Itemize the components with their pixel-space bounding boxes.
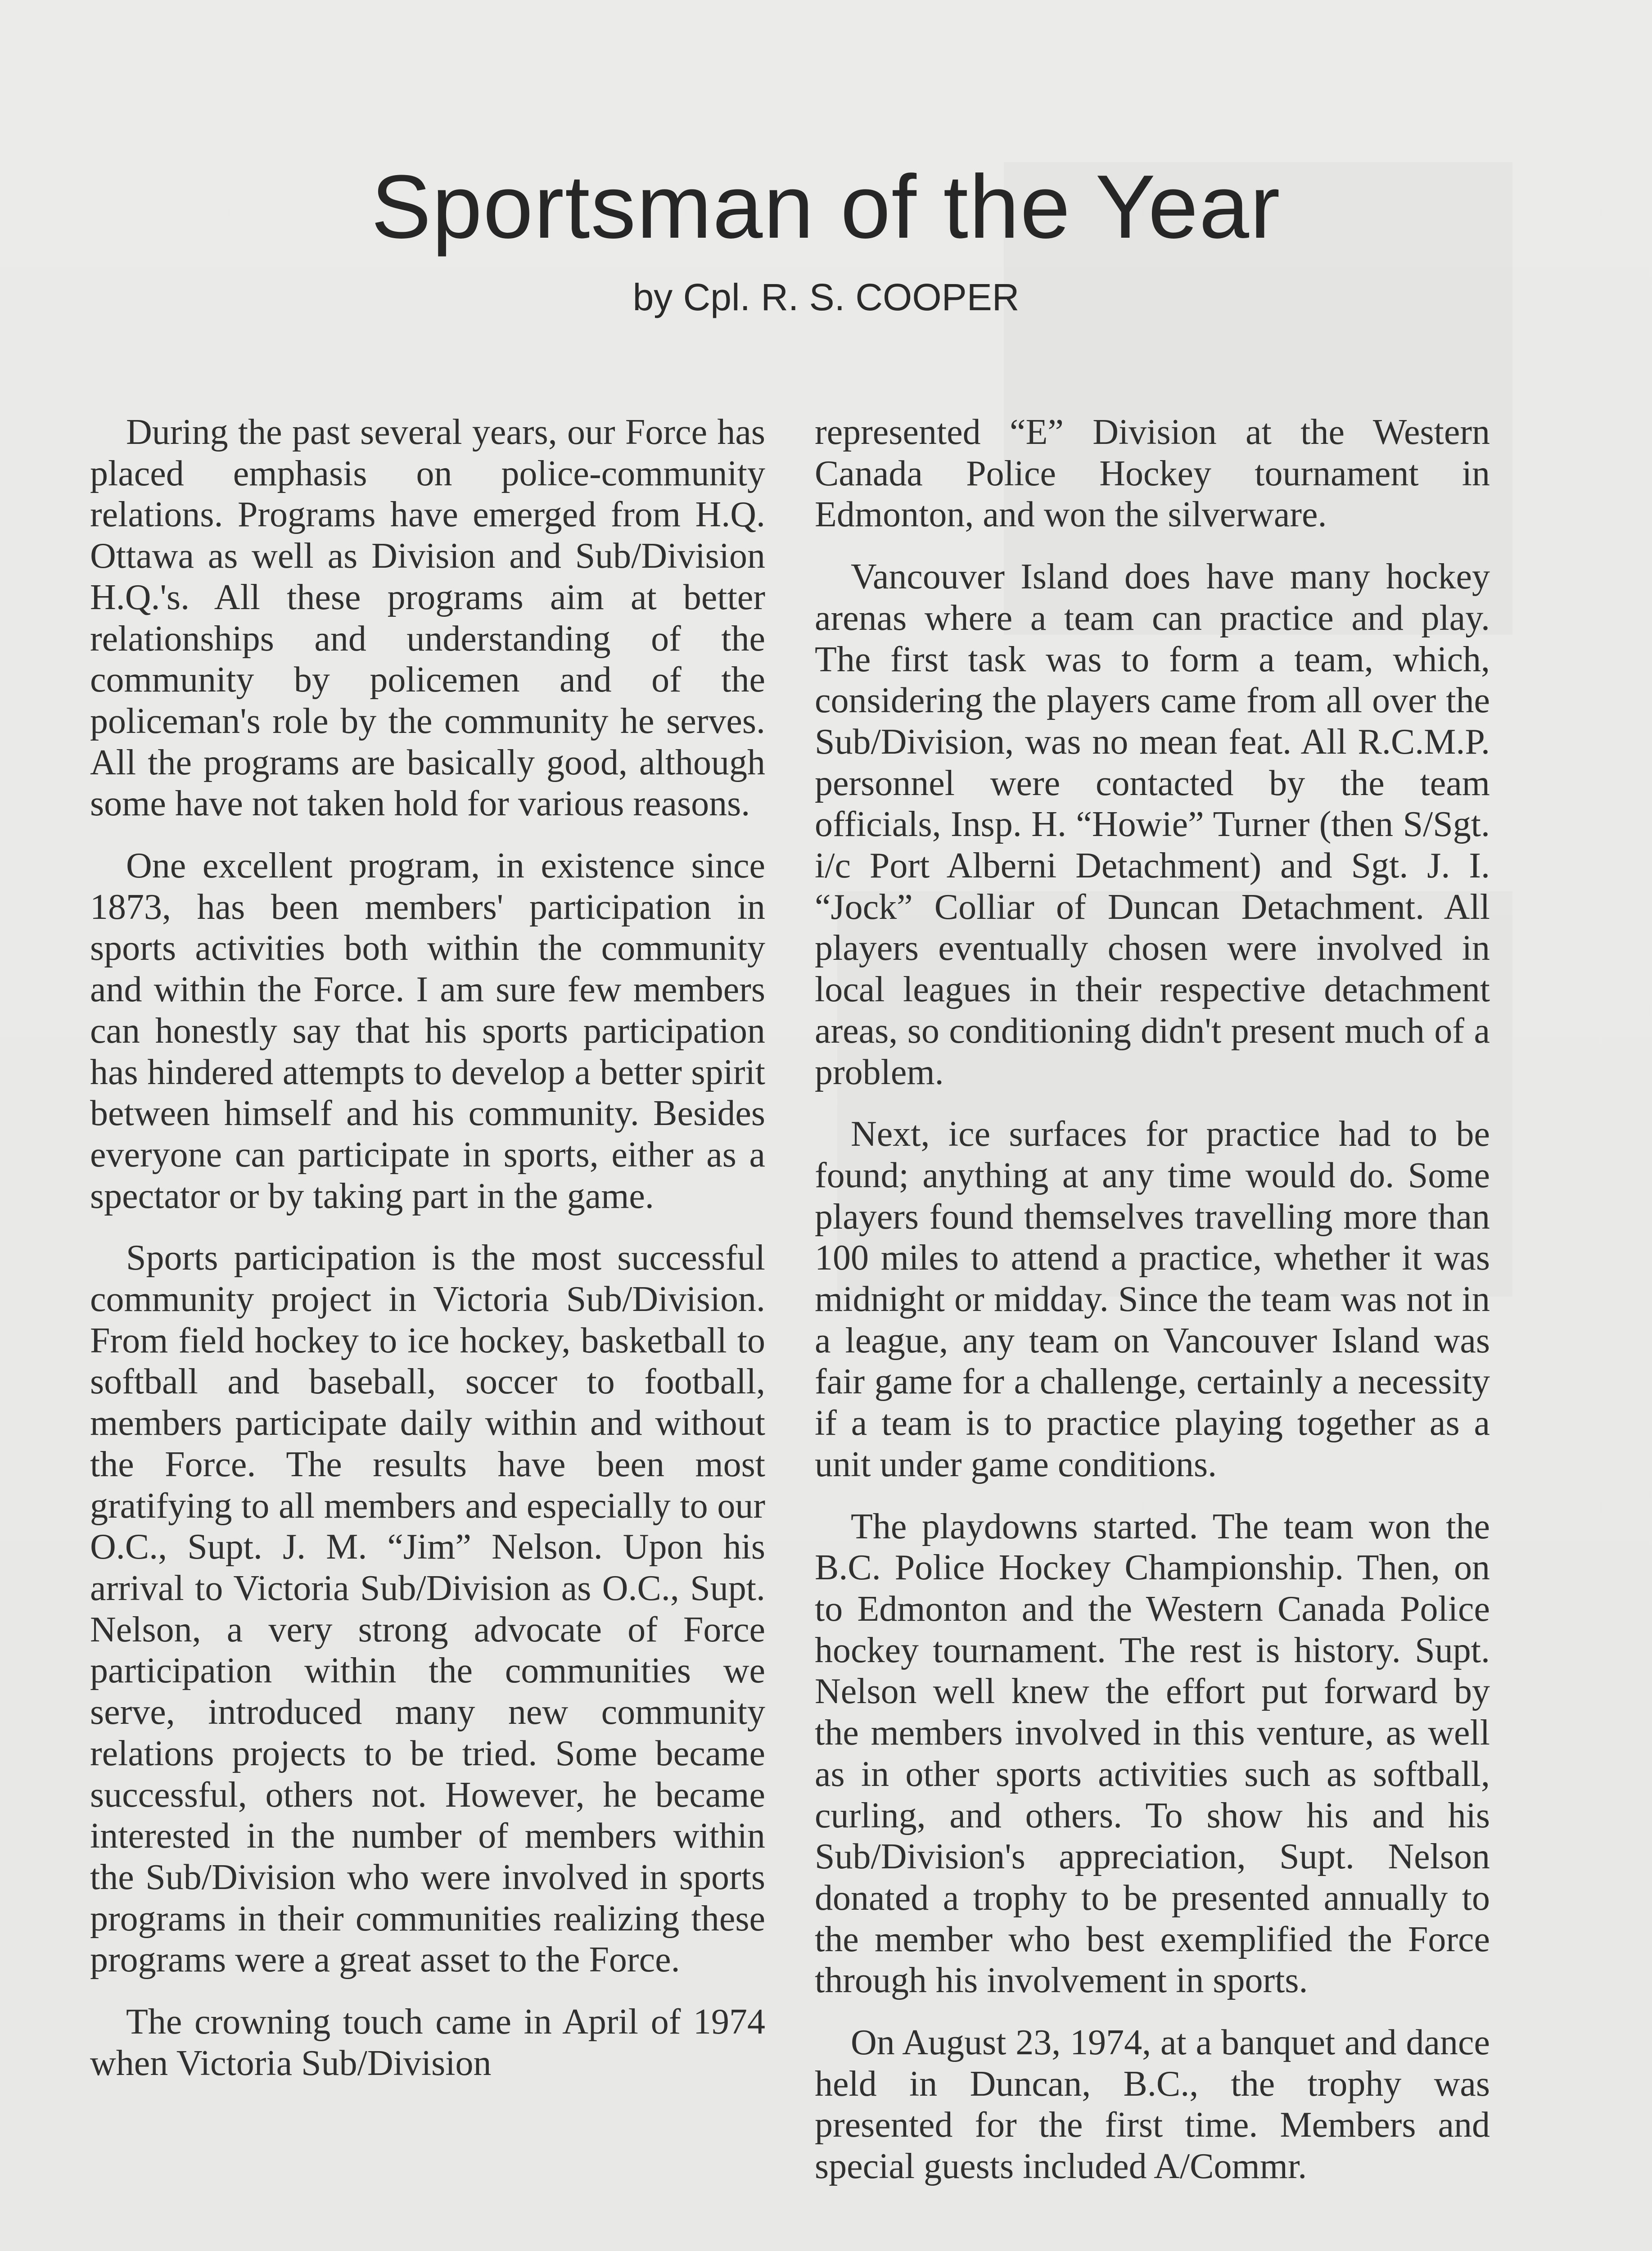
paragraph: Vancouver Island does have many hockey arenas where a team can practice and play. The first task was to form a team, which, considering the players came from all over the Sub/Division, was no mean feat. All R.C.M.P. personnel were contacted by the team officials, Insp. H. “Howie” Turner (then S/Sgt. i/c Port Alberni Detachment) and Sgt. J. I. “Jock” Colliar of Duncan Detachment. All players eventually chosen were involved in local leagues in their respective detachment areas, so conditioning didn't present much of a problem. bbox=[815, 557, 1490, 1092]
paragraph: The playdowns started. The team won the B.C. Police Hockey Championship. Then, on to Edmonton and the Western Canada Police hockey tournament. The rest is history. Supt. Nelson well knew the effort put forward by the members involved in this venture, as well as in other sports activities such as softball, curling, and others. To show his and his Sub/Division's appreciation, Supt. Nelson donated a trophy to be presented annually to the member who best exemplified the Force through his involvement in sports. bbox=[815, 1506, 1490, 2001]
paragraph: One excellent program, in existence since 1873, has been members' participation in sports activities both within the community and within the Force. I am sure few members can honestly say that his sports participation has hindered attempts to develop a better spirit between himself and his community. Besides everyone can participate in sports, either as a spectator or by taking part in the game. bbox=[90, 846, 765, 1216]
left-column bbox=[90, 412, 765, 2105]
paragraph-continuation: represented “E” Division at the Western Canada Police Hockey tournament in Edmonton, and won the silverware. bbox=[815, 412, 1490, 535]
article-byline: by Cpl. R. S. COOPER bbox=[632, 276, 1020, 318]
paragraph: During the past several years, our Force has placed emphasis on police-community relations. Programs have emerged from H.Q. Ottawa as well as Division and Sub/Division H.Q.'s. All these programs aim at better relationships and understanding of the community by policemen and of the policeman's role by the community he serves. All the programs are basically good, although some have not taken hold for various reasons. bbox=[90, 412, 765, 824]
paragraph: Sports participation is the most successful community project in Victoria Sub/Division. From field hockey to ice hockey, basketball to softball and baseball, soccer to football, members participate daily within and without the Force. The results have been most gratifying to all members and especially to our O.C., Supt. J. M. “Jim” Nelson. Upon his arrival to Victoria Sub/Division as O.C., Supt. Nelson, a very strong advocate of Force participation within the communities we serve, introduced many new community relations projects to be tried. Some became successful, others not. However, he became interested in the number of members within the Sub/Division who were involved in sports programs in their communities realizing these programs were a great asset to the Force. bbox=[90, 1238, 765, 1980]
right-column bbox=[815, 412, 1490, 2208]
paragraph: Next, ice surfaces for practice had to be found; anything at any time would do. Some players found themselves travelling more than 100 miles to attend a practice, whether it was midnight or midday. Since the team was not in a league, any team on Vancouver Island was fair game for a challenge, certainly a necessity if a team is to practice playing together as a unit under game conditions. bbox=[815, 1114, 1490, 1484]
paragraph: The crowning touch came in April of 1974 when Victoria Sub/Division bbox=[90, 2002, 765, 2083]
paragraph: On August 23, 1974, at a banquet and dance held in Duncan, B.C., the trophy was presented for the first time. Members and special guests included A/Commr. bbox=[815, 2023, 1490, 2187]
article-title: Sportsman of the Year bbox=[371, 157, 1281, 257]
